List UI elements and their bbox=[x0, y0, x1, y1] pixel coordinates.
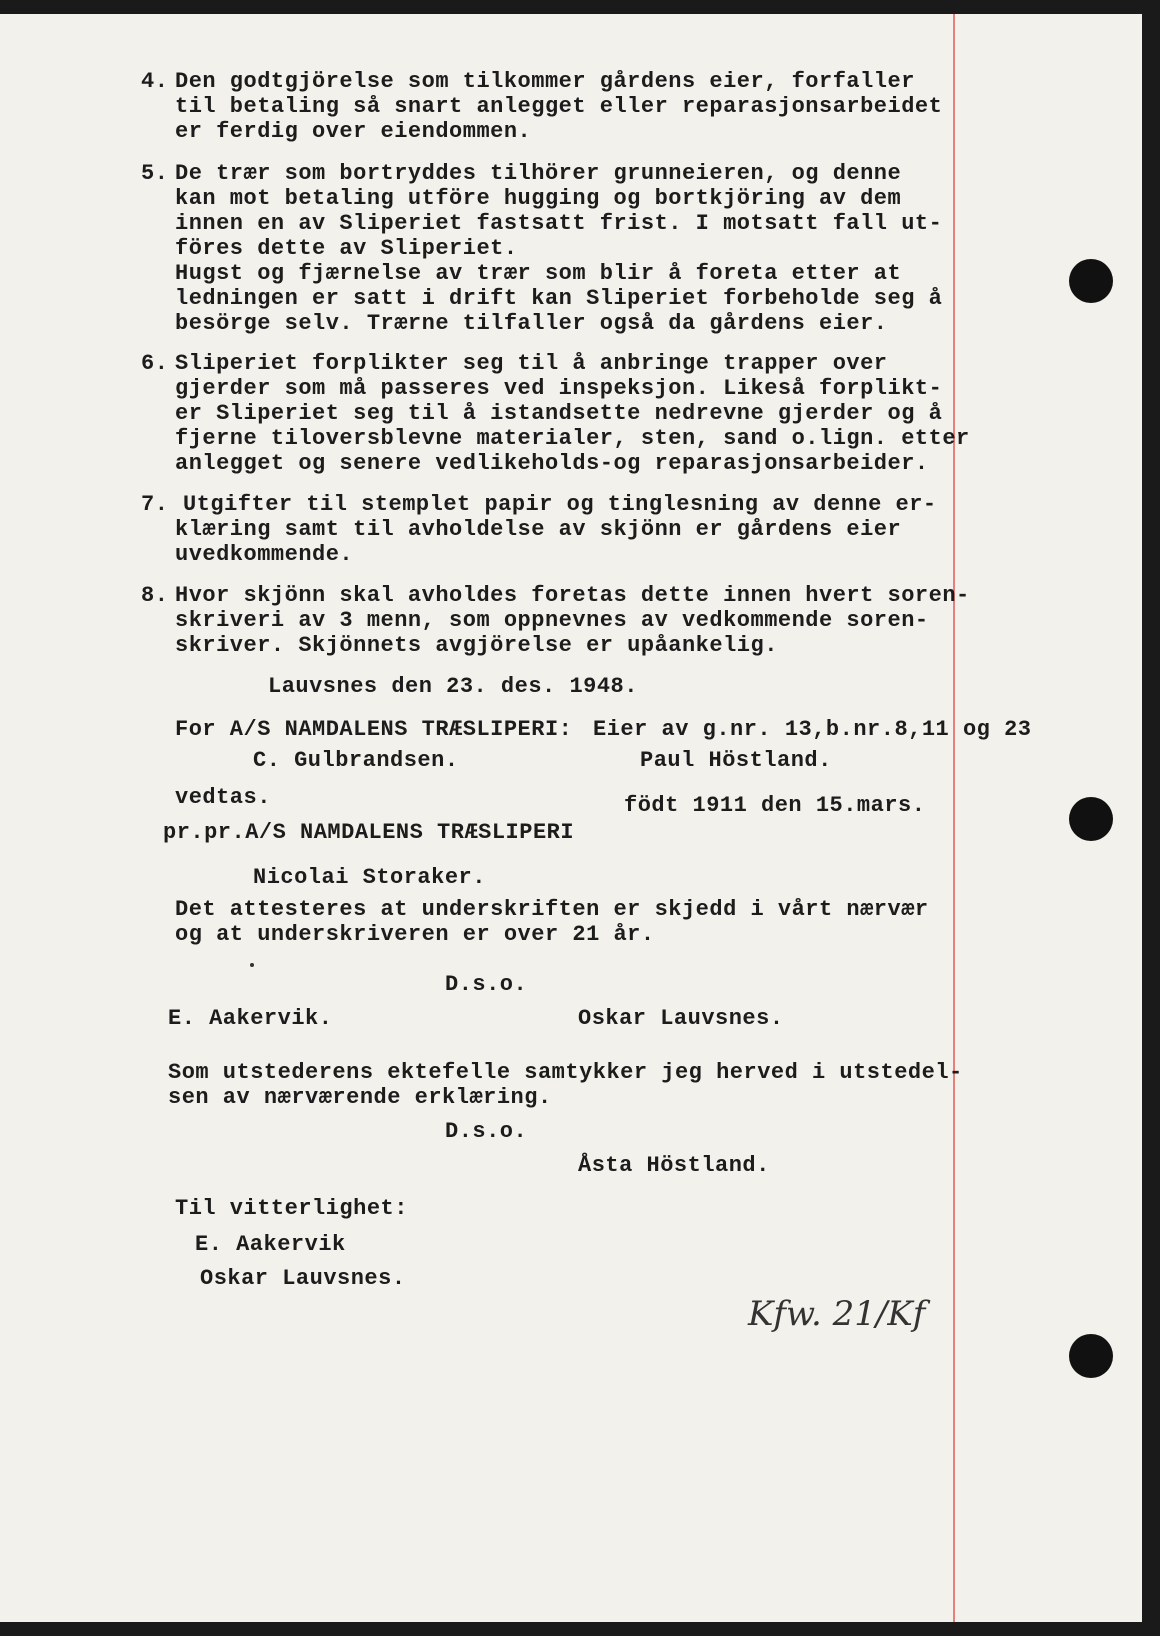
document-page bbox=[0, 14, 1142, 1622]
clause-line: besörge selv. Trærne tilfaller også da gårdens eier. bbox=[175, 311, 888, 336]
clause-line: uvedkommende. bbox=[175, 542, 354, 567]
pr-pr-line: pr.pr.A/S NAMDALENS TRÆSLIPERI bbox=[163, 820, 575, 845]
dso-text: D.s.o. bbox=[445, 972, 528, 997]
owner-name: Paul Höstland. bbox=[640, 748, 832, 773]
margin-line bbox=[953, 14, 955, 1622]
clause-line: er ferdig over eiendommen. bbox=[175, 119, 532, 144]
clause-line: anlegget og senere vedlikeholds-og reparasjonsarbeider. bbox=[175, 451, 929, 476]
clause-line: ledningen er satt i drift kan Sliperiet forbeholde seg å bbox=[175, 286, 943, 311]
owner-birth: födt 1911 den 15.mars. bbox=[624, 793, 926, 818]
clause-line: er Sliperiet seg til å istandsette nedrevne gjerder og å bbox=[175, 401, 943, 426]
attest-line: Det attesteres at underskriften er skjedd i vårt nærvær bbox=[175, 897, 929, 922]
consent-line: sen av nærværende erklæring. bbox=[168, 1085, 552, 1110]
clause-line: föres dette av Sliperiet. bbox=[175, 236, 518, 261]
clause-line: skriver. Skjönnets avgjörelse er upåankelig. bbox=[175, 633, 778, 658]
clause-number: 7. bbox=[141, 492, 169, 517]
vedtas-text: vedtas. bbox=[175, 785, 271, 810]
spouse-signature: Åsta Höstland. bbox=[578, 1153, 770, 1178]
owner-line: Eier av g.nr. 13,b.nr.8,11 og 23 bbox=[593, 717, 1032, 742]
company-for-line: For A/S NAMDALENS TRÆSLIPERI: bbox=[175, 717, 573, 742]
clause-number: 8. bbox=[141, 583, 169, 608]
vitterlighet-name: E. Aakervik bbox=[195, 1232, 346, 1257]
clause-line: Den godtgjörelse som tilkommer gårdens eier, forfaller bbox=[175, 69, 915, 94]
handwritten-annotation: Kfw. 21/Kf bbox=[748, 1294, 926, 1334]
clause-line: innen en av Sliperiet fastsatt frist. I motsatt fall ut- bbox=[175, 211, 943, 236]
clause-number: 4. bbox=[141, 69, 169, 94]
clause-line: kan mot betaling utföre hugging og bortkjöring av dem bbox=[175, 186, 902, 211]
clause-line: Sliperiet forplikter seg til å anbringe trapper over bbox=[175, 351, 888, 376]
punch-hole bbox=[1069, 797, 1113, 841]
clause-number: 6. bbox=[141, 351, 169, 376]
witness-right: Oskar Lauvsnes. bbox=[578, 1006, 784, 1031]
punch-hole bbox=[1069, 1334, 1113, 1378]
clause-line: skriveri av 3 menn, som oppnevnes av vedkommende soren- bbox=[175, 608, 929, 633]
clause-line: klæring samt til avholdelse av skjönn er gårdens eier bbox=[175, 517, 902, 542]
consent-line: Som utstederens ektefelle samtykker jeg herved i utstedel- bbox=[168, 1060, 963, 1085]
place-date: Lauvsnes den 23. des. 1948. bbox=[268, 674, 638, 699]
clause-line: Hvor skjönn skal avholdes foretas dette innen hvert soren- bbox=[175, 583, 970, 608]
second-signer: Nicolai Storaker. bbox=[253, 865, 486, 890]
vitterlighet-name: Oskar Lauvsnes. bbox=[200, 1266, 406, 1291]
ink-dot bbox=[250, 963, 254, 967]
clause-line: til betaling så snart anlegget eller reparasjonsarbeidet bbox=[175, 94, 943, 119]
company-signer: C. Gulbrandsen. bbox=[253, 748, 459, 773]
punch-hole bbox=[1069, 259, 1113, 303]
witness-left: E. Aakervik. bbox=[168, 1006, 333, 1031]
clause-number: 5. bbox=[141, 161, 169, 186]
clause-line: Hugst og fjærnelse av trær som blir å foreta etter at bbox=[175, 261, 902, 286]
clause-line: De trær som bortryddes tilhörer grunneieren, og denne bbox=[175, 161, 902, 186]
dso-text: D.s.o. bbox=[445, 1119, 528, 1144]
clause-line: gjerder som må passeres ved inspeksjon. Likeså forplikt- bbox=[175, 376, 943, 401]
clause-line: Utgifter til stemplet papir og tinglesning av denne er- bbox=[183, 492, 937, 517]
vitterlighet-title: Til vitterlighet: bbox=[175, 1196, 408, 1221]
clause-line: fjerne tiloversblevne materialer, sten, sand o.lign. etter bbox=[175, 426, 970, 451]
attest-line: og at underskriveren er over 21 år. bbox=[175, 922, 655, 947]
